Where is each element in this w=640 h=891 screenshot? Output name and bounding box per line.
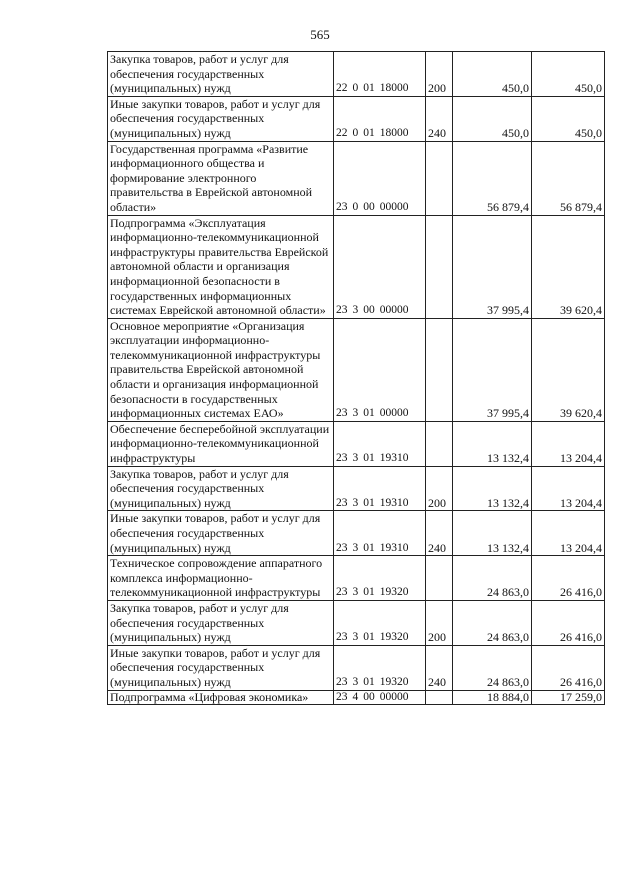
row-vr xyxy=(426,690,453,704)
row-value-1: 24 863,0 xyxy=(453,645,532,690)
row-value-2: 26 416,0 xyxy=(532,600,605,645)
row-code: 22 0 01 18000 xyxy=(334,52,426,97)
row-value-1: 37 995,4 xyxy=(453,215,532,318)
table-row xyxy=(108,421,605,466)
table-row xyxy=(108,318,605,421)
row-code: 23 0 00 00000 xyxy=(334,141,426,215)
row-name: Закупка товаров, работ и услуг для обеспечения государственных (муниципальных) нужд xyxy=(108,466,334,511)
row-code: 23 3 00 00000 xyxy=(334,215,426,318)
row-value-2: 13 204,4 xyxy=(532,466,605,511)
row-value-1: 450,0 xyxy=(453,96,532,141)
row-vr: 200 xyxy=(426,52,453,97)
row-value-2: 56 879,4 xyxy=(532,141,605,215)
table-row xyxy=(108,556,605,601)
row-vr: 200 xyxy=(426,466,453,511)
row-name: Закупка товаров, работ и услуг для обеспечения государственных (муниципальных) нужд xyxy=(108,52,334,97)
row-name: Основное мероприятие «Организация эксплуатации информационно-телекоммуникационной инфраструктуры правительства Еврейской автономной области и организация информационной безопасности в государственных информационных системах ЕАО» xyxy=(108,318,334,421)
row-vr: 240 xyxy=(426,96,453,141)
page-number: 565 xyxy=(310,27,330,42)
row-value-1: 13 132,4 xyxy=(453,511,532,556)
table-row xyxy=(108,645,605,690)
row-value-2: 450,0 xyxy=(532,96,605,141)
row-code: 23 3 01 19320 xyxy=(334,645,426,690)
row-code: 22 0 01 18000 xyxy=(334,96,426,141)
row-code: 23 3 01 19310 xyxy=(334,511,426,556)
row-vr: 200 xyxy=(426,600,453,645)
row-code: 23 4 00 00000 xyxy=(334,690,426,704)
row-vr: 240 xyxy=(426,511,453,556)
row-name: Подпрограмма «Цифровая экономика» xyxy=(108,690,334,704)
table-row xyxy=(108,466,605,511)
row-value-1: 18 884,0 xyxy=(453,690,532,704)
table-row xyxy=(108,52,605,97)
row-code: 23 3 01 00000 xyxy=(334,318,426,421)
row-value-1: 24 863,0 xyxy=(453,600,532,645)
row-name: Закупка товаров, работ и услуг для обеспечения государственных (муниципальных) нужд xyxy=(108,600,334,645)
row-value-1: 13 132,4 xyxy=(453,466,532,511)
row-value-2: 450,0 xyxy=(532,52,605,97)
row-value-2: 13 204,4 xyxy=(532,421,605,466)
row-code: 23 3 01 19310 xyxy=(334,466,426,511)
row-value-1: 24 863,0 xyxy=(453,556,532,601)
row-value-2: 13 204,4 xyxy=(532,511,605,556)
row-name: Государственная программа «Развитие информационного общества и формирование электронного правительства в Еврейской автономной области» xyxy=(108,141,334,215)
table-row xyxy=(108,511,605,556)
row-name: Подпрограмма «Эксплуатация информационно-телекоммуникационной инфраструктуры правительства Еврейской автономной области и организация информационной безопасности в государственных информационных системах Еврейской автономной области» xyxy=(108,215,334,318)
row-code: 23 3 01 19310 xyxy=(334,421,426,466)
row-code: 23 3 01 19320 xyxy=(334,556,426,601)
row-value-2: 26 416,0 xyxy=(532,556,605,601)
table-row xyxy=(108,600,605,645)
table-row xyxy=(108,215,605,318)
row-value-2: 17 259,0 xyxy=(532,690,605,704)
row-value-1: 450,0 xyxy=(453,52,532,97)
row-vr xyxy=(426,141,453,215)
row-value-1: 37 995,4 xyxy=(453,318,532,421)
table-row xyxy=(108,690,605,704)
row-vr xyxy=(426,318,453,421)
row-value-1: 56 879,4 xyxy=(453,141,532,215)
row-name: Иные закупки товаров, работ и услуг для обеспечения государственных (муниципальных) нужд xyxy=(108,96,334,141)
row-value-2: 39 620,4 xyxy=(532,215,605,318)
row-name: Иные закупки товаров, работ и услуг для обеспечения государственных (муниципальных) нужд xyxy=(108,645,334,690)
table-row xyxy=(108,141,605,215)
row-value-1: 13 132,4 xyxy=(453,421,532,466)
budget-table xyxy=(107,51,605,705)
row-vr: 240 xyxy=(426,645,453,690)
table-row xyxy=(108,96,605,141)
row-value-2: 39 620,4 xyxy=(532,318,605,421)
row-name: Техническое сопровождение аппаратного комплекса информационно-телекоммуникационной инфраструктуры xyxy=(108,556,334,601)
row-code: 23 3 01 19320 xyxy=(334,600,426,645)
row-value-2: 26 416,0 xyxy=(532,645,605,690)
row-name: Обеспечение бесперебойной эксплуатации информационно-телекоммуникационной инфраструктуры xyxy=(108,421,334,466)
row-vr xyxy=(426,421,453,466)
row-name: Иные закупки товаров, работ и услуг для обеспечения государственных (муниципальных) нужд xyxy=(108,511,334,556)
row-vr xyxy=(426,556,453,601)
row-vr xyxy=(426,215,453,318)
